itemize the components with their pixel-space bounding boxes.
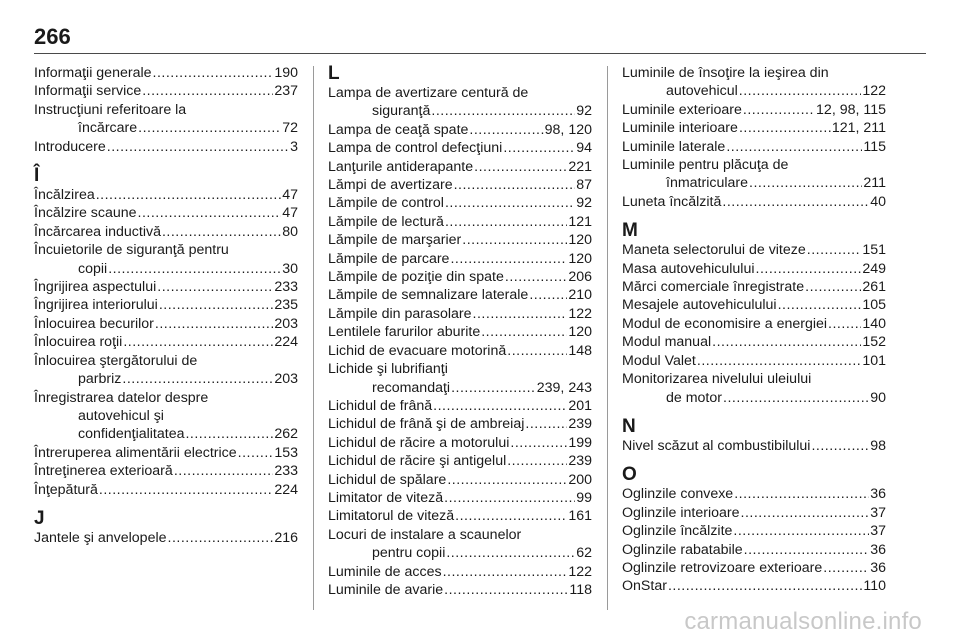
index-entry-text: Luminile pentru plăcuţa de xyxy=(622,157,789,174)
index-entry xyxy=(328,305,592,323)
index-entry xyxy=(34,138,298,156)
dot-leader xyxy=(778,296,862,314)
index-entry-page: 118 xyxy=(569,581,592,598)
index-entry-page: 120 xyxy=(568,324,592,341)
index-entry-text: Lămpile de parcare xyxy=(328,250,450,267)
dot-leader xyxy=(443,563,568,581)
index-entry-page: 72 xyxy=(282,120,298,137)
index-entry xyxy=(622,352,886,370)
dot-leader xyxy=(739,82,862,100)
index-entry-text: autovehicul şi xyxy=(78,407,164,424)
index-entry xyxy=(328,397,592,415)
index-entry xyxy=(34,481,298,499)
index-entry-page: 122 xyxy=(862,83,886,100)
index-entry-text: Modul Valet xyxy=(622,352,696,369)
index-entry xyxy=(622,485,886,503)
dot-leader xyxy=(505,268,567,286)
index-entry xyxy=(622,156,886,193)
index-entry-text: înmatriculare xyxy=(666,175,749,192)
index-entry-text: Luminile laterale xyxy=(622,138,726,155)
index-letter-heading: N xyxy=(622,415,636,437)
dot-leader xyxy=(723,389,869,407)
index-entry-text: Monitorizarea nivelului uleiului xyxy=(622,371,812,388)
dot-leader xyxy=(138,119,281,137)
dot-leader xyxy=(96,186,281,204)
dot-leader xyxy=(99,481,273,499)
index-entry xyxy=(328,434,592,452)
index-entry-text: Locuri de instalare a scaunelor xyxy=(328,526,522,543)
index-entry xyxy=(622,138,886,156)
index-entry-text: de motor xyxy=(666,389,722,406)
index-entry-text: Informaţii generale xyxy=(34,65,152,81)
index-entry-text: Lichide şi lubrifianţi xyxy=(328,361,448,378)
dot-leader xyxy=(447,471,567,489)
index-entry xyxy=(34,462,298,480)
index-entry-text: Mesajele autovehiculului xyxy=(622,297,777,314)
index-entry-text: Limitatorul de viteză xyxy=(328,508,455,525)
index-letter-heading: O xyxy=(622,464,637,486)
index-entry-page: 105 xyxy=(862,297,886,314)
index-entry-page: 120 xyxy=(568,250,592,267)
index-entry-page: 239 xyxy=(568,453,592,470)
index-entry-page: 148 xyxy=(568,342,592,359)
index-entry-page: 140 xyxy=(862,315,886,332)
index-entry-text: Lichidul de răcire a motorului xyxy=(328,434,510,451)
dot-leader xyxy=(474,158,567,176)
dot-leader xyxy=(739,119,831,137)
dot-leader xyxy=(142,82,273,100)
dot-leader xyxy=(155,315,273,333)
dot-leader xyxy=(481,323,567,341)
index-entry-page: 47 xyxy=(282,187,298,204)
dot-leader xyxy=(185,425,273,443)
index-entry xyxy=(328,194,592,212)
index-entry-text: Înlocuirea roţii xyxy=(34,334,123,351)
dot-leader xyxy=(507,342,567,360)
index-entry xyxy=(34,186,298,204)
dot-leader xyxy=(525,415,567,433)
index-entry xyxy=(328,158,592,176)
index-column-2 xyxy=(328,64,592,599)
index-entry-page: 37 xyxy=(870,504,886,521)
index-entry-text: Oglinzile interioare xyxy=(622,504,740,521)
index-entry-text: Încălzire scaune xyxy=(34,205,137,222)
index-entry xyxy=(328,507,592,525)
index-entry xyxy=(622,504,886,522)
index-entry-text: Nivel scăzut al combustibilului xyxy=(622,437,811,454)
index-entry-text: Mărci comerciale înregistrate xyxy=(622,279,805,296)
index-entry xyxy=(622,278,886,296)
index-entry-text: Maneta selectorului de viteze xyxy=(622,242,806,259)
index-entry xyxy=(34,333,298,351)
index-entry-text: Înlocuirea ştergătorului de xyxy=(34,352,198,369)
dot-leader xyxy=(734,485,869,503)
dot-leader xyxy=(431,102,575,120)
index-entry-text: Lămpile din parasolare xyxy=(328,305,472,322)
index-entry-text: Încărcarea inductivă xyxy=(34,223,161,240)
index-entry-text: Introducere xyxy=(34,138,106,155)
index-entry xyxy=(34,529,298,547)
dot-leader xyxy=(462,231,567,249)
index-entry-text: Lămpile de marşarier xyxy=(328,232,462,249)
index-entry-page: 120 xyxy=(568,232,592,249)
index-entry-text: Modul de economisire a energiei xyxy=(622,315,828,332)
index-entry-text: Lampa de ceaţă spate xyxy=(328,121,469,138)
index-entry xyxy=(328,84,592,121)
index-entry-page: 216 xyxy=(274,529,298,546)
dot-leader xyxy=(712,333,861,351)
index-entry-page: 249 xyxy=(862,260,886,277)
index-entry-page: 80 xyxy=(282,223,298,240)
index-entry-text: Încuietorile de siguranţă pentru xyxy=(34,242,229,259)
dot-leader xyxy=(726,138,862,156)
index-entry-page: 210 xyxy=(568,287,592,304)
dot-leader xyxy=(159,296,274,314)
index-entry-page: 62 xyxy=(576,545,592,562)
index-entry-text: copii xyxy=(78,260,108,277)
index-entry-text: Luminile de acces xyxy=(328,563,442,580)
index-entry-text: parbriz xyxy=(78,371,122,388)
index-entry xyxy=(328,139,592,157)
dot-leader xyxy=(138,204,282,222)
dot-leader xyxy=(722,193,869,211)
index-entry-text: Lămpile de poziţie din spate xyxy=(328,269,504,286)
index-entry xyxy=(622,437,886,455)
dot-leader xyxy=(828,315,861,333)
index-entry xyxy=(622,64,886,101)
index-entry-text: Oglinzile convexe xyxy=(622,486,734,503)
dot-leader xyxy=(507,452,567,470)
index-entry-text: Lămpile de lectură xyxy=(328,213,444,230)
index-entry xyxy=(622,315,886,333)
watermark: carmanualsonline.info xyxy=(684,608,922,635)
index-entry-page: 239 xyxy=(568,416,592,433)
index-entry xyxy=(328,452,592,470)
index-entry xyxy=(328,250,592,268)
index-entry-page: 110 xyxy=(863,578,886,595)
header-rule xyxy=(34,53,926,54)
index-entry-text: Oglinzile retrovizoare exterioare xyxy=(622,559,823,576)
dot-leader xyxy=(807,241,862,259)
dot-leader xyxy=(107,138,289,156)
dot-leader xyxy=(749,174,862,192)
index-entry-page: 92 xyxy=(576,195,592,212)
dot-leader xyxy=(469,121,543,139)
index-entry xyxy=(328,581,592,599)
index-entry-page: 47 xyxy=(282,205,298,222)
index-entry xyxy=(622,241,886,259)
index-entry-page: 87 xyxy=(576,177,592,194)
index-entry xyxy=(34,389,298,444)
index-entry-text: pentru copii xyxy=(372,545,446,562)
index-entry-page: 224 xyxy=(274,481,298,498)
index-entry xyxy=(34,278,298,296)
index-entry-text: Înregistrarea datelor despre xyxy=(34,389,209,406)
index-entry xyxy=(34,101,298,138)
dot-leader xyxy=(744,541,870,559)
index-entry-page: 201 xyxy=(568,397,592,414)
dot-leader xyxy=(238,444,274,462)
dot-leader xyxy=(741,504,870,522)
dot-leader xyxy=(455,507,567,525)
index-entry-text: Lămpi de avertizare xyxy=(328,177,453,194)
index-entry xyxy=(622,541,886,559)
dot-leader xyxy=(743,101,815,119)
dot-leader xyxy=(153,64,274,82)
index-entry-text: Jantele şi anvelopele xyxy=(34,529,167,546)
dot-leader xyxy=(174,462,274,480)
index-letter-heading: J xyxy=(34,507,45,529)
dot-leader xyxy=(444,581,568,599)
index-entry xyxy=(328,415,592,433)
dot-leader xyxy=(503,139,575,157)
index-entry-text: Înlocuirea becurilor xyxy=(34,315,154,332)
index-entry-page: 94 xyxy=(576,140,592,157)
index-entry-text: Luminile de avarie xyxy=(328,581,444,598)
index-entry-text: OnStar xyxy=(622,578,667,595)
index-entry xyxy=(34,352,298,389)
dot-leader xyxy=(445,194,575,212)
index-entry xyxy=(34,444,298,462)
index-entry xyxy=(328,471,592,489)
index-entry-page: 98 xyxy=(870,437,886,454)
column-divider xyxy=(313,66,314,610)
index-entry xyxy=(622,296,886,314)
index-entry-page: 37 xyxy=(870,523,886,540)
index-entry xyxy=(328,231,592,249)
dot-leader xyxy=(122,370,273,388)
index-entry xyxy=(328,121,592,139)
page-number: 266 xyxy=(34,24,71,49)
index-entry-page: 36 xyxy=(870,559,886,576)
dot-leader xyxy=(445,213,567,231)
index-letter-heading: Î xyxy=(34,165,40,187)
index-entry-text: Întreţinerea exterioară xyxy=(34,463,173,480)
index-entry-page: 206 xyxy=(568,269,592,286)
index-entry-text: siguranţă xyxy=(372,103,431,120)
dot-leader xyxy=(450,250,567,268)
index-entry-page: 224 xyxy=(274,334,298,351)
dot-leader xyxy=(444,489,575,507)
index-entry-text: Masa autovehiculului xyxy=(622,260,755,277)
dot-leader xyxy=(446,544,575,562)
index-entry xyxy=(328,526,592,563)
index-entry xyxy=(34,241,298,278)
index-entry-text: Lentilele farurilor aburite xyxy=(328,324,481,341)
index-entry xyxy=(328,176,592,194)
index-entry-text: încărcare xyxy=(78,120,138,137)
index-entry xyxy=(622,260,886,278)
dot-leader xyxy=(123,333,273,351)
index-entry xyxy=(328,213,592,231)
index-entry xyxy=(328,268,592,286)
index-entry-page: 221 xyxy=(568,158,592,175)
index-entry-page: 261 xyxy=(862,279,886,296)
index-entry-page: 153 xyxy=(274,444,298,461)
index-entry xyxy=(34,82,298,100)
index-entry-page: 203 xyxy=(274,315,298,332)
index-entry-text: Lichidul de spălare xyxy=(328,471,447,488)
index-entry-page: 262 xyxy=(274,426,298,443)
index-entry-text: Lampa de avertizare centură de xyxy=(328,85,529,101)
index-column-1 xyxy=(34,64,298,547)
index-entry-text: confidenţialitatea xyxy=(78,426,185,443)
dot-leader xyxy=(823,559,869,577)
dot-leader xyxy=(805,278,861,296)
index-entry xyxy=(622,333,886,351)
index-entry xyxy=(34,315,298,333)
index-entry-text: Lichidul de frână şi de ambreiaj xyxy=(328,416,525,433)
index-entry-page: 161 xyxy=(568,508,592,525)
index-entry-page: 235 xyxy=(274,297,298,314)
dot-leader xyxy=(108,260,281,278)
index-entry-text: Luminile interioare xyxy=(622,120,738,137)
dot-leader xyxy=(733,522,869,540)
index-entry-page: 121, 211 xyxy=(831,120,886,137)
index-entry-page: 233 xyxy=(274,463,298,480)
index-entry-page: 101 xyxy=(862,352,886,369)
index-entry xyxy=(328,489,592,507)
index-entry xyxy=(328,563,592,581)
index-entry-page: 98, 120 xyxy=(544,121,592,138)
index-entry xyxy=(622,193,886,211)
index-entry-page: 233 xyxy=(274,279,298,296)
index-entry xyxy=(328,360,592,397)
index-entry-page: 190 xyxy=(274,65,298,81)
index-entry-text: Informaţii service xyxy=(34,83,142,100)
index-entry-text: recomandaţi xyxy=(372,379,451,396)
index-entry-page: 151 xyxy=(862,242,886,259)
index-entry-text: Lampa de control defecţiuni xyxy=(328,140,503,157)
index-entry-text: Lanţurile antiderapante xyxy=(328,158,474,175)
index-entry-text: Îngrijirea aspectului xyxy=(34,279,157,296)
index-entry-text: Limitator de viteză xyxy=(328,489,444,506)
index-entry-text: Lămpile de semnalizare laterale xyxy=(328,287,529,304)
column-divider xyxy=(607,66,608,610)
index-entry-text: Înţepătură xyxy=(34,481,98,498)
index-entry-page: 92 xyxy=(576,103,592,120)
index-entry-text: Luminile de însoţire la ieşirea din xyxy=(622,65,829,81)
index-entry xyxy=(34,64,298,82)
index-entry xyxy=(34,296,298,314)
index-entry-page: 152 xyxy=(862,334,886,351)
index-entry-text: Oglinzile încălzite xyxy=(622,523,733,540)
index-entry xyxy=(622,101,886,119)
index-entry-page: 203 xyxy=(274,371,298,388)
index-entry-text: Oglinzile rabatabile xyxy=(622,541,743,558)
index-entry-page: 211 xyxy=(863,175,886,192)
index-entry-text: Lichidul de frână xyxy=(328,397,433,414)
index-entry-text: autovehicul xyxy=(666,83,738,100)
index-entry-page: 12, 98, 115 xyxy=(816,101,886,118)
index-entry xyxy=(328,323,592,341)
index-entry-page: 237 xyxy=(274,83,298,100)
dot-leader xyxy=(510,434,567,452)
dot-leader xyxy=(529,286,567,304)
dot-leader xyxy=(433,397,567,415)
index-entry-page: 122 xyxy=(568,305,592,322)
index-entry xyxy=(622,119,886,137)
index-entry xyxy=(34,223,298,241)
index-entry-page: 122 xyxy=(568,563,592,580)
index-entry-text: Modul manual xyxy=(622,334,712,351)
index-entry xyxy=(34,204,298,222)
index-entry-page: 121 xyxy=(568,213,592,230)
index-entry-page: 3 xyxy=(290,138,298,155)
index-entry-page: 200 xyxy=(568,471,592,488)
index-letter-heading: M xyxy=(622,220,638,242)
index-entry-page: 36 xyxy=(870,486,886,503)
index-entry-page: 30 xyxy=(282,260,298,277)
index-entry-page: 36 xyxy=(870,541,886,558)
dot-leader xyxy=(162,223,281,241)
index-entry-page: 199 xyxy=(568,434,592,451)
index-entry-page: 90 xyxy=(870,389,886,406)
index-entry xyxy=(622,370,886,407)
index-letter-heading: L xyxy=(328,63,340,84)
dot-leader xyxy=(168,529,274,547)
dot-leader xyxy=(157,278,273,296)
dot-leader xyxy=(668,577,862,595)
index-entry-text: Lichid de evacuare motorină xyxy=(328,342,507,359)
index-entry xyxy=(622,559,886,577)
dot-leader xyxy=(451,379,536,397)
index-entry xyxy=(328,286,592,304)
index-entry-text: Lichidul de răcire şi antigelul xyxy=(328,453,507,470)
index-entry xyxy=(622,577,886,595)
dot-leader xyxy=(697,352,861,370)
index-entry-text: Încălzirea xyxy=(34,187,95,204)
index-entry-page: 239, 243 xyxy=(536,379,592,396)
index-column-3 xyxy=(622,64,886,596)
index-entry-text: Întreruperea alimentării electrice xyxy=(34,444,237,461)
dot-leader xyxy=(473,305,568,323)
index-entry-text: Instrucţiuni referitoare la xyxy=(34,101,187,118)
index-entry-text: Lămpile de control xyxy=(328,195,444,212)
dot-leader xyxy=(454,176,576,194)
dot-leader xyxy=(756,260,862,278)
index-entry-page: 40 xyxy=(870,193,886,210)
index-entry xyxy=(622,522,886,540)
dot-leader xyxy=(811,437,869,455)
index-entry-page: 115 xyxy=(863,138,886,155)
index-entry-page: 99 xyxy=(576,489,592,506)
index-entry xyxy=(328,342,592,360)
index-entry-text: Îngrijirea interiorului xyxy=(34,297,158,314)
index-entry-text: Luminile exterioare xyxy=(622,101,742,118)
index-entry-text: Luneta încălzită xyxy=(622,193,722,210)
